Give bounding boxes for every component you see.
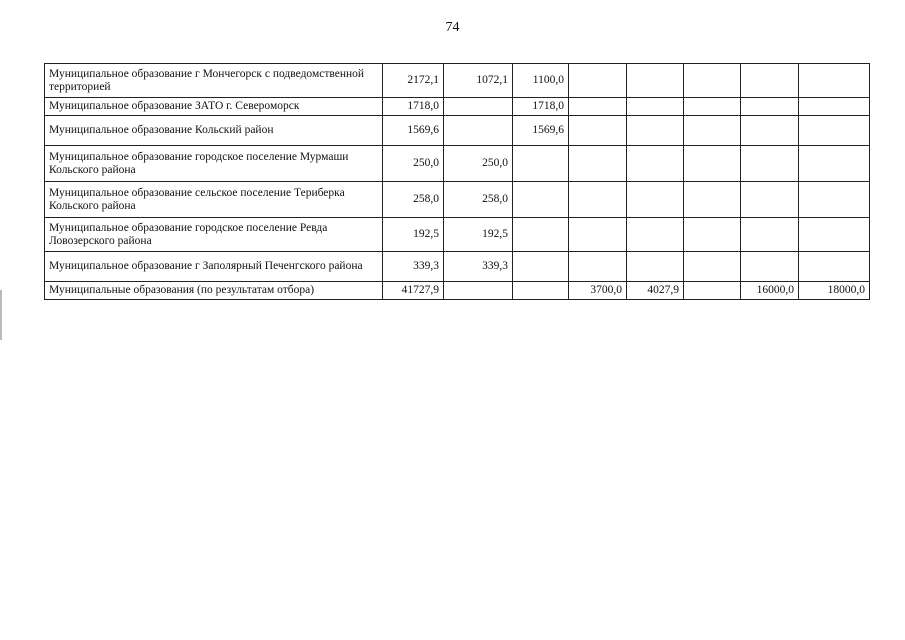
row-name: Муниципальное образование ЗАТО г. Североморск xyxy=(45,98,383,116)
cell xyxy=(741,98,799,116)
row-name: Муниципальное образование городское поселение Мурмаши Кольского района xyxy=(45,146,383,182)
cell xyxy=(627,98,684,116)
cell xyxy=(684,182,741,218)
row-name: Муниципальное образование городское поселение Ревда Ловозерского района xyxy=(45,218,383,252)
table-row-total xyxy=(45,282,870,300)
cell xyxy=(684,146,741,182)
cell xyxy=(799,146,870,182)
cell: 1569,6 xyxy=(513,116,569,146)
cell xyxy=(569,116,627,146)
table-row xyxy=(45,182,870,218)
cell xyxy=(569,146,627,182)
cell xyxy=(513,282,569,300)
cell: 1718,0 xyxy=(383,98,444,116)
table-row xyxy=(45,146,870,182)
cell xyxy=(627,252,684,282)
table-row xyxy=(45,116,870,146)
cell: 2172,1 xyxy=(383,64,444,98)
cell: 3700,0 xyxy=(569,282,627,300)
cell: 192,5 xyxy=(444,218,513,252)
cell xyxy=(741,252,799,282)
table-row xyxy=(45,218,870,252)
cell: 1718,0 xyxy=(513,98,569,116)
budget-table xyxy=(44,63,870,300)
table-row xyxy=(45,98,870,116)
cell xyxy=(444,282,513,300)
cell xyxy=(799,218,870,252)
cell xyxy=(627,182,684,218)
cell xyxy=(684,282,741,300)
cell xyxy=(741,182,799,218)
row-name: Муниципальное образование г Заполярный Печенгского района xyxy=(45,252,383,282)
cell xyxy=(684,64,741,98)
cell: 1100,0 xyxy=(513,64,569,98)
budget-table-body xyxy=(45,64,870,300)
cell: 250,0 xyxy=(383,146,444,182)
cell: 258,0 xyxy=(383,182,444,218)
cell xyxy=(741,146,799,182)
cell xyxy=(513,252,569,282)
cell xyxy=(741,116,799,146)
cell xyxy=(684,116,741,146)
cell xyxy=(741,218,799,252)
cell xyxy=(569,64,627,98)
cell: 339,3 xyxy=(383,252,444,282)
cell xyxy=(569,218,627,252)
cell: 18000,0 xyxy=(799,282,870,300)
row-name: Муниципальное образование Кольский район xyxy=(45,116,383,146)
cell xyxy=(513,218,569,252)
cell xyxy=(799,252,870,282)
cell xyxy=(513,182,569,218)
cell xyxy=(627,116,684,146)
cell xyxy=(684,252,741,282)
table-row xyxy=(45,64,870,98)
cell: 1569,6 xyxy=(383,116,444,146)
cell xyxy=(569,182,627,218)
cell xyxy=(444,98,513,116)
cell xyxy=(799,116,870,146)
cell xyxy=(799,98,870,116)
row-name: Муниципальные образования (по результатам отбора) xyxy=(45,282,383,300)
cell: 4027,9 xyxy=(627,282,684,300)
cell xyxy=(627,218,684,252)
cell xyxy=(684,98,741,116)
cell: 1072,1 xyxy=(444,64,513,98)
cell xyxy=(569,252,627,282)
cell: 258,0 xyxy=(444,182,513,218)
cell xyxy=(684,218,741,252)
cell xyxy=(627,64,684,98)
table-row xyxy=(45,252,870,282)
row-name: Муниципальное образование г Мончегорск с подведомственной территорией xyxy=(45,64,383,98)
page-number: 74 xyxy=(445,20,460,35)
cell: 41727,9 xyxy=(383,282,444,300)
cell: 16000,0 xyxy=(741,282,799,300)
cell xyxy=(569,98,627,116)
cell xyxy=(513,146,569,182)
cell: 192,5 xyxy=(383,218,444,252)
cell: 250,0 xyxy=(444,146,513,182)
cell xyxy=(799,182,870,218)
row-name: Муниципальное образование сельское поселение Териберка Кольского района xyxy=(45,182,383,218)
cell xyxy=(627,146,684,182)
cell xyxy=(741,64,799,98)
cell: 339,3 xyxy=(444,252,513,282)
cell xyxy=(444,116,513,146)
cell xyxy=(799,64,870,98)
scan-edge-mark xyxy=(0,290,2,340)
